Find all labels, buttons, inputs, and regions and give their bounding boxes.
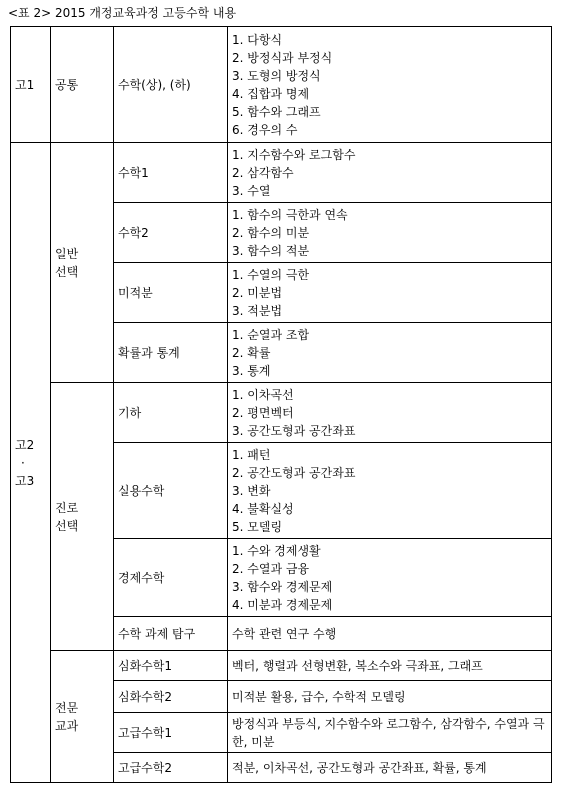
contents-cell xyxy=(228,383,552,443)
contents-cell xyxy=(228,539,552,617)
content-item: 2. 평면벡터 xyxy=(232,405,294,420)
table-row xyxy=(11,383,552,443)
content-item: 3. 공간도형과 공간좌표 xyxy=(232,423,356,438)
content-item: 1. 수와 경제생활 xyxy=(232,543,321,558)
category-label-line: 교과 xyxy=(55,718,79,733)
content-item: 5. 모델링 xyxy=(232,519,283,534)
contents-cell xyxy=(228,27,552,143)
subject-cell: 수학(상), (하) xyxy=(114,27,228,143)
content-item: 1. 패턴 xyxy=(232,447,271,462)
content-item: 6. 경우의 수 xyxy=(232,122,298,137)
table-caption: <표 2> 2015 개정교육과정 고등수학 내용 xyxy=(8,6,237,20)
contents-cell xyxy=(228,263,552,323)
content-item: 4. 미분과 경제문제 xyxy=(232,597,333,612)
curriculum-table xyxy=(10,26,552,783)
content-item: 방정식과 부등식, 지수함수와 로그함수, 삼각함수, 수열과 극한, 미분 xyxy=(232,716,545,749)
content-item: 2. 삼각함수 xyxy=(232,165,294,180)
contents-cell xyxy=(228,143,552,203)
table-row xyxy=(11,27,552,143)
contents-cell xyxy=(228,651,552,681)
contents-cell xyxy=(228,753,552,783)
content-item: 1. 이차곡선 xyxy=(232,387,294,402)
subject-cell: 실용수학 xyxy=(114,443,228,539)
subject-cell: 심화수학2 xyxy=(114,681,228,713)
category-cell xyxy=(51,143,114,383)
category-label-line: 전문 xyxy=(55,700,79,715)
content-item: 적분, 이차곡선, 공간도형과 공간좌표, 확률, 통계 xyxy=(232,760,487,775)
content-item: 1. 함수의 극한과 연속 xyxy=(232,207,348,222)
subject-cell: 미적분 xyxy=(114,263,228,323)
subject-cell: 수학2 xyxy=(114,203,228,263)
subject-cell: 수학1 xyxy=(114,143,228,203)
grade-label: 고2 xyxy=(15,437,35,452)
content-item: 3. 함수의 적분 xyxy=(232,243,310,258)
content-item: 1. 지수함수와 로그함수 xyxy=(232,147,356,162)
content-item: 벡터, 행렬과 선형변환, 복소수와 극좌표, 그래프 xyxy=(232,658,483,673)
content-item: 3. 적분법 xyxy=(232,303,283,318)
content-item: 4. 집합과 명제 xyxy=(232,86,310,101)
grade-separator: · xyxy=(21,455,25,470)
contents-cell xyxy=(228,617,552,651)
category-cell xyxy=(51,651,114,783)
table-row xyxy=(11,651,552,681)
category-label-line: 일반 xyxy=(55,246,79,261)
content-item: 2. 공간도형과 공간좌표 xyxy=(232,465,356,480)
contents-cell xyxy=(228,443,552,539)
subject-cell: 기하 xyxy=(114,383,228,443)
category-label-line: 선택 xyxy=(55,518,79,533)
content-item: 5. 함수와 그래프 xyxy=(232,104,321,119)
category-cell: 공통 xyxy=(51,27,114,143)
subject-cell: 수학 과제 탐구 xyxy=(114,617,228,651)
content-item: 1. 순열과 조합 xyxy=(232,327,310,342)
category-label-line: 선택 xyxy=(55,264,79,279)
content-item: 3. 통계 xyxy=(232,363,271,378)
content-item: 3. 도형의 방정식 xyxy=(232,68,321,83)
content-item: 1. 수열의 극한 xyxy=(232,267,310,282)
category-label-line: 진로 xyxy=(55,500,79,515)
subject-cell: 고급수학2 xyxy=(114,753,228,783)
content-item: 미적분 활용, 급수, 수학적 모델링 xyxy=(232,689,406,704)
content-item: 2. 방정식과 부정식 xyxy=(232,50,333,65)
contents-cell xyxy=(228,323,552,383)
grade-cell: 고1 xyxy=(11,27,51,143)
subject-cell: 심화수학1 xyxy=(114,651,228,681)
subject-cell: 고급수학1 xyxy=(114,713,228,753)
subject-cell: 경제수학 xyxy=(114,539,228,617)
content-item: 2. 수열과 금융 xyxy=(232,561,310,576)
content-item: 2. 확률 xyxy=(232,345,271,360)
grade-label: 고3 xyxy=(15,473,35,488)
content-item: 2. 미분법 xyxy=(232,285,283,300)
grade-cell xyxy=(11,143,51,783)
content-item: 4. 불확실성 xyxy=(232,501,294,516)
contents-cell xyxy=(228,681,552,713)
table-row xyxy=(11,143,552,203)
content-item: 2. 함수의 미분 xyxy=(232,225,310,240)
category-cell xyxy=(51,383,114,651)
subject-cell: 확률과 통계 xyxy=(114,323,228,383)
content-item: 3. 변화 xyxy=(232,483,271,498)
content-item: 3. 수열 xyxy=(232,183,271,198)
content-item: 수학 관련 연구 수행 xyxy=(232,626,337,641)
contents-cell xyxy=(228,203,552,263)
content-item: 1. 다항식 xyxy=(232,32,283,47)
contents-cell xyxy=(228,713,552,753)
content-item: 3. 함수와 경제문제 xyxy=(232,579,333,594)
